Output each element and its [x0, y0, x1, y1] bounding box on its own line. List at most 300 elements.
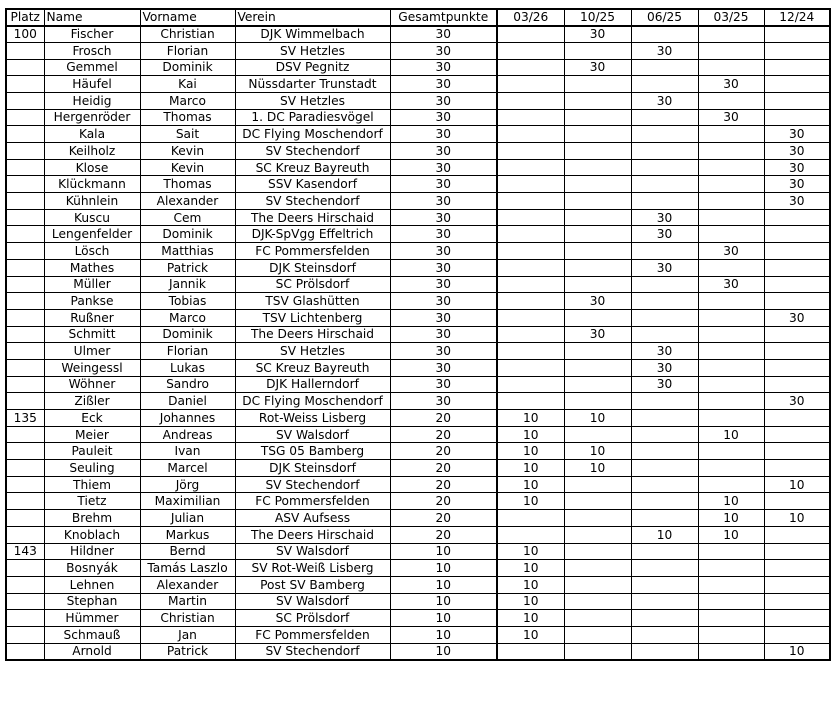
vorname-cell: Christian [140, 610, 235, 627]
points-cell [497, 510, 564, 527]
points-cell [497, 143, 564, 160]
name-cell: Lösch [44, 243, 140, 260]
points-cell [497, 243, 564, 260]
gesamtpunkte-cell: 30 [390, 159, 497, 176]
table-row [6, 576, 830, 593]
platz-cell [6, 276, 44, 293]
verein-cell: SV Walsdorf [235, 543, 390, 560]
points-cell: 10 [698, 510, 764, 527]
name-cell: Rußner [44, 309, 140, 326]
gesamtpunkte-cell: 30 [390, 26, 497, 43]
points-cell [764, 92, 830, 109]
points-cell [631, 76, 698, 93]
name-cell: Pauleit [44, 443, 140, 460]
verein-cell: DJK Hallerndorf [235, 376, 390, 393]
points-cell [631, 159, 698, 176]
header-name: Name [44, 9, 140, 26]
platz-cell [6, 59, 44, 76]
points-cell: 30 [631, 226, 698, 243]
points-cell: 30 [564, 326, 631, 343]
points-cell [497, 359, 564, 376]
platz-cell: 135 [6, 410, 44, 427]
points-cell [631, 59, 698, 76]
points-cell [564, 42, 631, 59]
points-cell: 30 [764, 309, 830, 326]
name-cell: Kuscu [44, 209, 140, 226]
table-row [6, 610, 830, 627]
table-row [6, 626, 830, 643]
name-cell: Keilholz [44, 143, 140, 160]
points-cell [564, 560, 631, 577]
table-row [6, 126, 830, 143]
table-row [6, 326, 830, 343]
points-cell [631, 476, 698, 493]
table-row [6, 159, 830, 176]
verein-cell: 1. DC Paradiesvögel [235, 109, 390, 126]
table-row [6, 59, 830, 76]
points-cell [698, 576, 764, 593]
points-cell: 10 [497, 426, 564, 443]
name-cell: Schmitt [44, 326, 140, 343]
platz-cell [6, 359, 44, 376]
vorname-cell: Tobias [140, 293, 235, 310]
points-cell [631, 543, 698, 560]
platz-cell [6, 92, 44, 109]
vorname-cell: Kevin [140, 159, 235, 176]
gesamtpunkte-cell: 30 [390, 226, 497, 243]
points-cell [698, 376, 764, 393]
points-cell [764, 26, 830, 43]
points-cell [497, 126, 564, 143]
name-cell: Pankse [44, 293, 140, 310]
verein-cell: The Deers Hirschaid [235, 326, 390, 343]
vorname-cell: Kevin [140, 143, 235, 160]
gesamtpunkte-cell: 20 [390, 510, 497, 527]
vorname-cell: Patrick [140, 259, 235, 276]
name-cell: Tietz [44, 493, 140, 510]
name-cell: Häufel [44, 76, 140, 93]
points-cell [497, 209, 564, 226]
verein-cell: The Deers Hirschaid [235, 209, 390, 226]
points-cell [497, 42, 564, 59]
points-cell: 10 [698, 526, 764, 543]
table-row [6, 42, 830, 59]
table-row [6, 359, 830, 376]
gesamtpunkte-cell: 30 [390, 243, 497, 260]
points-cell: 10 [631, 526, 698, 543]
points-cell [631, 243, 698, 260]
points-cell [564, 643, 631, 660]
table-row [6, 410, 830, 427]
table-row [6, 493, 830, 510]
points-cell: 30 [631, 359, 698, 376]
points-cell [564, 276, 631, 293]
points-cell [497, 309, 564, 326]
points-cell: 10 [764, 643, 830, 660]
points-cell [564, 76, 631, 93]
header-date: 03/25 [698, 9, 764, 26]
gesamtpunkte-cell: 30 [390, 92, 497, 109]
name-cell: Schmauß [44, 626, 140, 643]
points-cell: 10 [764, 510, 830, 527]
points-cell [631, 109, 698, 126]
points-cell [764, 109, 830, 126]
points-cell [631, 643, 698, 660]
vorname-cell: Dominik [140, 326, 235, 343]
verein-cell: SC Kreuz Bayreuth [235, 159, 390, 176]
gesamtpunkte-cell: 10 [390, 560, 497, 577]
points-cell: 10 [497, 576, 564, 593]
points-cell [698, 193, 764, 210]
vorname-cell: Tamás Laszlo [140, 560, 235, 577]
verein-cell: DJK Wimmelbach [235, 26, 390, 43]
vorname-cell: Markus [140, 526, 235, 543]
header-row [6, 9, 830, 26]
platz-cell [6, 243, 44, 260]
points-cell [564, 159, 631, 176]
name-cell: Heidig [44, 92, 140, 109]
points-cell: 10 [698, 426, 764, 443]
vorname-cell: Thomas [140, 109, 235, 126]
name-cell: Wöhner [44, 376, 140, 393]
header-platz: Platz [6, 9, 44, 26]
table-row [6, 293, 830, 310]
platz-cell [6, 176, 44, 193]
platz-cell [6, 126, 44, 143]
points-cell [564, 543, 631, 560]
points-cell [698, 143, 764, 160]
table-row [6, 243, 830, 260]
header-date: 06/25 [631, 9, 698, 26]
name-cell: Mathes [44, 259, 140, 276]
table-row [6, 143, 830, 160]
points-cell [764, 42, 830, 59]
gesamtpunkte-cell: 30 [390, 276, 497, 293]
points-cell [564, 376, 631, 393]
verein-cell: DJK-SpVgg Effeltrich [235, 226, 390, 243]
points-cell [497, 276, 564, 293]
verein-cell: FC Pommersfelden [235, 626, 390, 643]
points-cell [764, 209, 830, 226]
vorname-cell: Cem [140, 209, 235, 226]
vorname-cell: Marco [140, 92, 235, 109]
table-row [6, 193, 830, 210]
verein-cell: FC Pommersfelden [235, 243, 390, 260]
vorname-cell: Jan [140, 626, 235, 643]
gesamtpunkte-cell: 10 [390, 643, 497, 660]
gesamtpunkte-cell: 20 [390, 460, 497, 477]
name-cell: Arnold [44, 643, 140, 660]
platz-cell [6, 460, 44, 477]
name-cell: Seuling [44, 460, 140, 477]
platz-cell [6, 593, 44, 610]
platz-cell: 100 [6, 26, 44, 43]
points-cell [764, 443, 830, 460]
header-gesamtpunkte: Gesamtpunkte [390, 9, 497, 26]
verein-cell: SC Prölsdorf [235, 276, 390, 293]
vorname-cell: Jannik [140, 276, 235, 293]
gesamtpunkte-cell: 20 [390, 493, 497, 510]
verein-cell: DC Flying Moschendorf [235, 126, 390, 143]
gesamtpunkte-cell: 10 [390, 626, 497, 643]
points-cell [698, 560, 764, 577]
points-cell [497, 76, 564, 93]
points-cell [497, 393, 564, 410]
vorname-cell: Christian [140, 26, 235, 43]
points-cell [497, 176, 564, 193]
table-row [6, 443, 830, 460]
platz-cell [6, 476, 44, 493]
name-cell: Zißler [44, 393, 140, 410]
points-cell [497, 326, 564, 343]
verein-cell: Post SV Bamberg [235, 576, 390, 593]
points-cell: 10 [764, 476, 830, 493]
verein-cell: Rot-Weiss Lisberg [235, 410, 390, 427]
verein-cell: TSV Glashütten [235, 293, 390, 310]
points-cell [698, 593, 764, 610]
points-cell [564, 209, 631, 226]
verein-cell: The Deers Hirschaid [235, 526, 390, 543]
points-cell: 10 [497, 543, 564, 560]
points-cell: 10 [564, 460, 631, 477]
points-cell [698, 643, 764, 660]
points-cell [497, 109, 564, 126]
vorname-cell: Lukas [140, 359, 235, 376]
gesamtpunkte-cell: 10 [390, 610, 497, 627]
points-cell [564, 193, 631, 210]
points-cell [698, 410, 764, 427]
points-cell: 10 [497, 610, 564, 627]
points-cell [698, 42, 764, 59]
points-cell [764, 243, 830, 260]
platz-cell [6, 560, 44, 577]
table-row [6, 643, 830, 660]
points-cell [764, 426, 830, 443]
platz-cell [6, 426, 44, 443]
points-cell [764, 576, 830, 593]
verein-cell: SV Hetzles [235, 92, 390, 109]
ranking-table [5, 8, 831, 661]
platz-cell [6, 76, 44, 93]
points-cell: 30 [698, 243, 764, 260]
platz-cell [6, 209, 44, 226]
points-cell [698, 443, 764, 460]
verein-cell: FC Pommersfelden [235, 493, 390, 510]
points-cell [631, 309, 698, 326]
table-row [6, 593, 830, 610]
points-cell [764, 543, 830, 560]
points-cell [497, 193, 564, 210]
table-row [6, 376, 830, 393]
points-cell [764, 59, 830, 76]
verein-cell: SV Hetzles [235, 343, 390, 360]
platz-cell [6, 143, 44, 160]
points-cell [564, 593, 631, 610]
points-cell [764, 76, 830, 93]
table-row [6, 309, 830, 326]
points-cell [564, 393, 631, 410]
points-cell: 30 [631, 209, 698, 226]
name-cell: Gemmel [44, 59, 140, 76]
points-cell: 30 [698, 276, 764, 293]
vorname-cell: Daniel [140, 393, 235, 410]
vorname-cell: Sait [140, 126, 235, 143]
points-cell [564, 126, 631, 143]
points-cell: 30 [698, 109, 764, 126]
vorname-cell: Alexander [140, 576, 235, 593]
table-row [6, 393, 830, 410]
points-cell [564, 176, 631, 193]
points-cell [698, 209, 764, 226]
points-cell: 30 [764, 393, 830, 410]
table-row [6, 176, 830, 193]
points-cell [564, 476, 631, 493]
points-cell [631, 276, 698, 293]
platz-cell [6, 526, 44, 543]
points-cell [698, 126, 764, 143]
points-cell: 30 [764, 176, 830, 193]
header-vorname: Vorname [140, 9, 235, 26]
name-cell: Klückmann [44, 176, 140, 193]
platz-cell [6, 643, 44, 660]
points-cell: 30 [564, 59, 631, 76]
points-cell [497, 293, 564, 310]
table-row [6, 460, 830, 477]
table-row [6, 343, 830, 360]
table-row [6, 109, 830, 126]
points-cell [631, 26, 698, 43]
verein-cell: SC Kreuz Bayreuth [235, 359, 390, 376]
points-cell: 10 [497, 460, 564, 477]
table-row [6, 560, 830, 577]
points-cell [764, 226, 830, 243]
points-cell [631, 393, 698, 410]
points-cell [631, 126, 698, 143]
points-cell: 30 [631, 376, 698, 393]
gesamtpunkte-cell: 30 [390, 42, 497, 59]
points-cell: 10 [497, 443, 564, 460]
points-cell [631, 426, 698, 443]
platz-cell: 143 [6, 543, 44, 560]
points-cell [497, 92, 564, 109]
points-cell [564, 576, 631, 593]
verein-cell: SV Walsdorf [235, 593, 390, 610]
platz-cell [6, 510, 44, 527]
gesamtpunkte-cell: 30 [390, 326, 497, 343]
points-cell [631, 610, 698, 627]
vorname-cell: Florian [140, 42, 235, 59]
points-cell [564, 493, 631, 510]
verein-cell: DJK Steinsdorf [235, 460, 390, 477]
header-date: 12/24 [764, 9, 830, 26]
points-cell [631, 576, 698, 593]
points-cell [564, 343, 631, 360]
platz-cell [6, 309, 44, 326]
points-cell: 10 [497, 476, 564, 493]
vorname-cell: Matthias [140, 243, 235, 260]
points-cell [698, 259, 764, 276]
verein-cell: SV Rot-Weiß Lisberg [235, 560, 390, 577]
vorname-cell: Dominik [140, 59, 235, 76]
points-cell [764, 626, 830, 643]
points-cell [698, 326, 764, 343]
table-row [6, 92, 830, 109]
points-cell [764, 610, 830, 627]
name-cell: Weingessl [44, 359, 140, 376]
name-cell: Eck [44, 410, 140, 427]
verein-cell: SV Stechendorf [235, 476, 390, 493]
points-cell [764, 593, 830, 610]
points-cell: 30 [631, 343, 698, 360]
points-cell: 30 [631, 42, 698, 59]
table-row [6, 226, 830, 243]
verein-cell: SV Hetzles [235, 42, 390, 59]
vorname-cell: Martin [140, 593, 235, 610]
points-cell [698, 343, 764, 360]
points-cell: 30 [764, 126, 830, 143]
gesamtpunkte-cell: 30 [390, 293, 497, 310]
points-cell [497, 376, 564, 393]
table-row [6, 510, 830, 527]
name-cell: Fischer [44, 26, 140, 43]
points-cell [564, 259, 631, 276]
points-cell [631, 410, 698, 427]
vorname-cell: Johannes [140, 410, 235, 427]
header-verein: Verein [235, 9, 390, 26]
vorname-cell: Andreas [140, 426, 235, 443]
vorname-cell: Bernd [140, 543, 235, 560]
points-cell [564, 143, 631, 160]
points-cell: 10 [497, 493, 564, 510]
gesamtpunkte-cell: 30 [390, 59, 497, 76]
name-cell: Knoblach [44, 526, 140, 543]
gesamtpunkte-cell: 20 [390, 526, 497, 543]
points-cell [764, 410, 830, 427]
points-cell [631, 593, 698, 610]
verein-cell: SV Stechendorf [235, 643, 390, 660]
table-row [6, 543, 830, 560]
table-row [6, 209, 830, 226]
table-body [6, 26, 830, 660]
points-cell: 30 [631, 259, 698, 276]
points-cell [698, 293, 764, 310]
vorname-cell: Marco [140, 309, 235, 326]
points-cell [698, 610, 764, 627]
gesamtpunkte-cell: 20 [390, 426, 497, 443]
points-cell [564, 626, 631, 643]
points-cell [631, 460, 698, 477]
gesamtpunkte-cell: 30 [390, 176, 497, 193]
platz-cell [6, 610, 44, 627]
vorname-cell: Sandro [140, 376, 235, 393]
table-row [6, 276, 830, 293]
points-cell [497, 26, 564, 43]
points-cell [698, 626, 764, 643]
points-cell [764, 293, 830, 310]
vorname-cell: Maximilian [140, 493, 235, 510]
name-cell: Hildner [44, 543, 140, 560]
table-row [6, 259, 830, 276]
verein-cell: SV Stechendorf [235, 193, 390, 210]
platz-cell [6, 626, 44, 643]
header-date: 10/25 [564, 9, 631, 26]
verein-cell: DSV Pegnitz [235, 59, 390, 76]
verein-cell: DJK Steinsdorf [235, 259, 390, 276]
gesamtpunkte-cell: 10 [390, 576, 497, 593]
platz-cell [6, 493, 44, 510]
verein-cell: TSG 05 Bamberg [235, 443, 390, 460]
gesamtpunkte-cell: 10 [390, 543, 497, 560]
